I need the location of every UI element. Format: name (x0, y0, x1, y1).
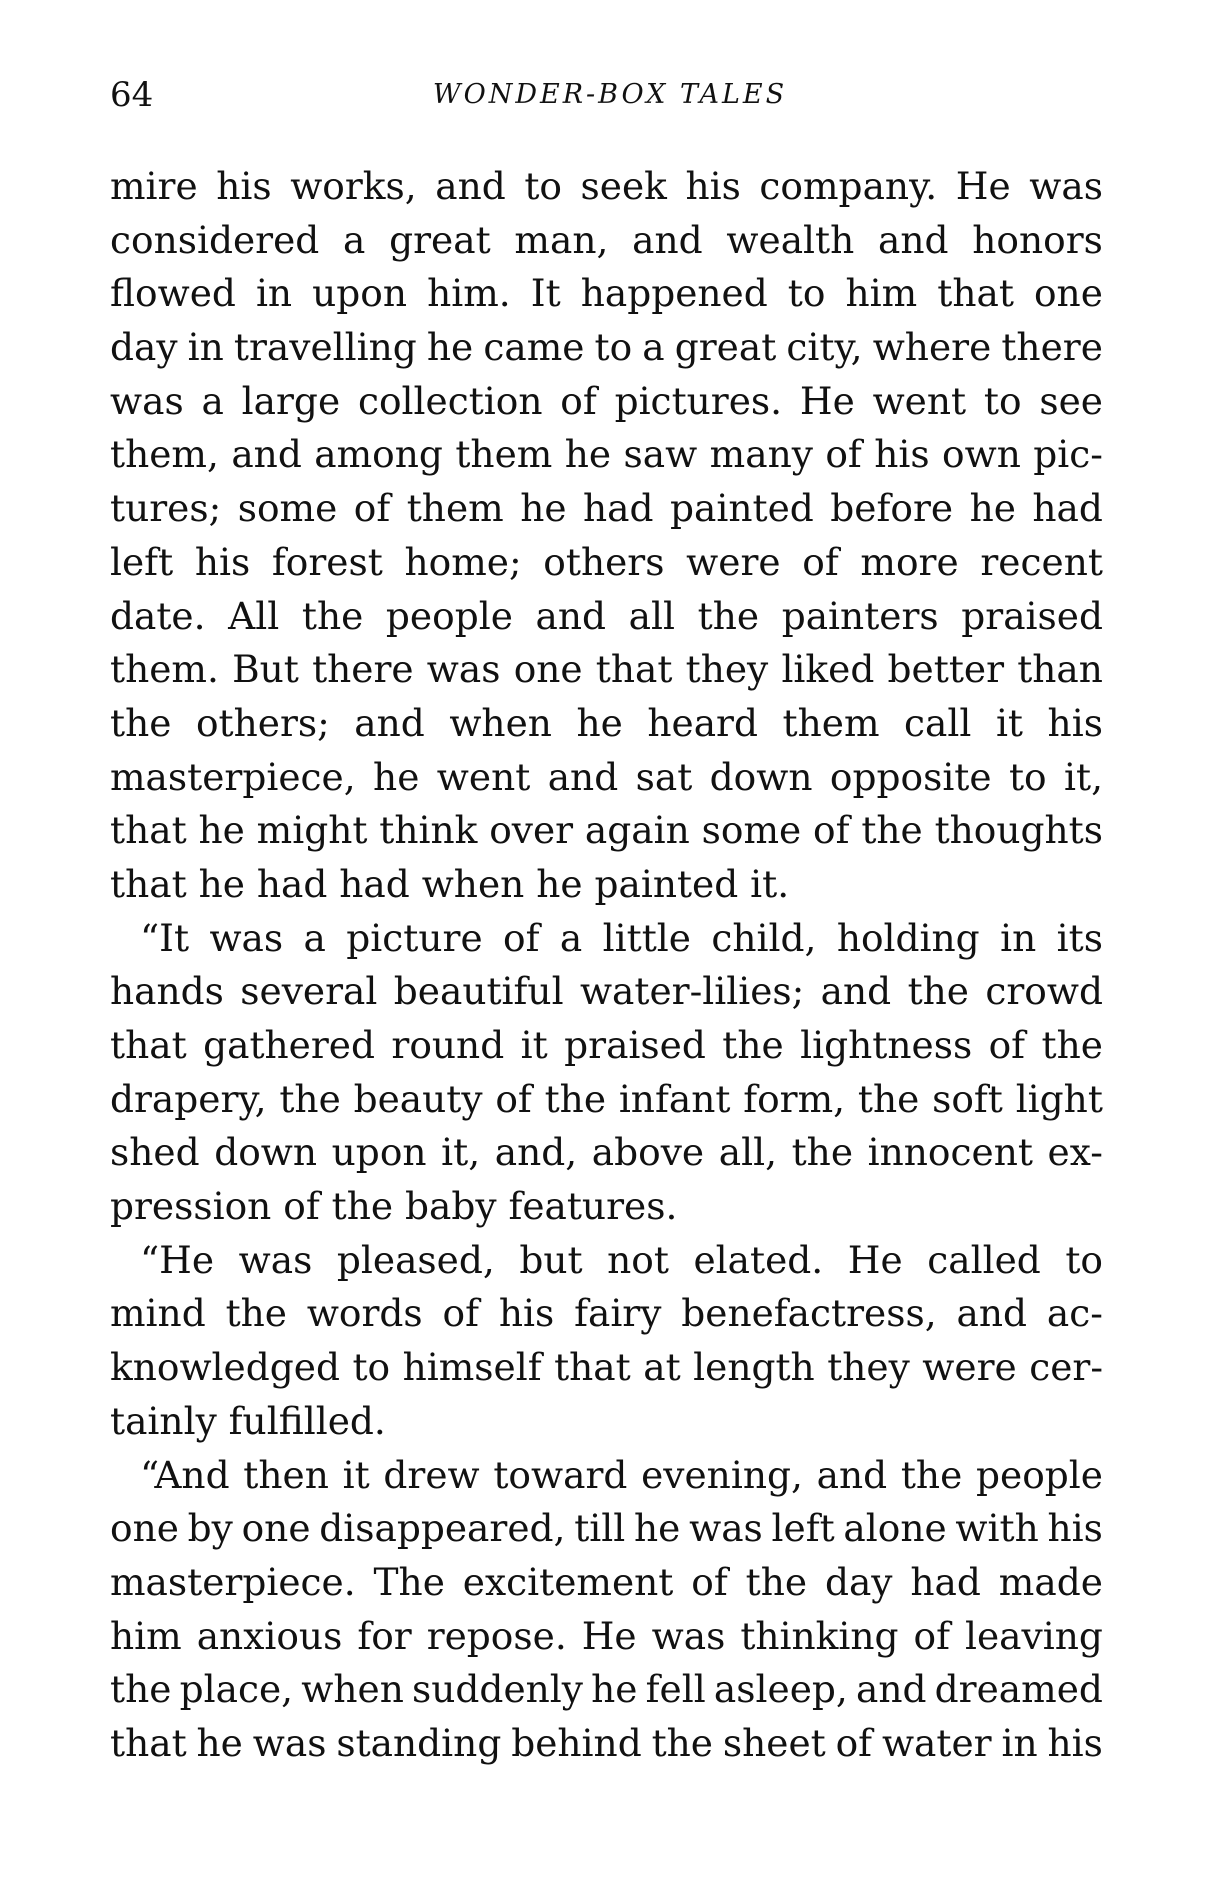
text-line: “It was a picture of a little child, holding in its (140, 915, 1103, 960)
text-line: that gathered round it praised the lightness of the (110, 1023, 1103, 1067)
text-line: them. But there was one that they liked better than (110, 647, 1103, 692)
text-line: the place, when suddenly he fell asleep, and dreamed (110, 1667, 1103, 1712)
text-line: him anxious for repose. He was thinking of leaving (110, 1613, 1103, 1658)
text-line: drapery, the beauty of the infant form, the soft light (110, 1076, 1103, 1121)
text-line: mind the words of his fairy benefactress, and ac- (110, 1291, 1103, 1336)
text-line: considered a great man, and wealth and honors (110, 217, 1103, 262)
text-line: that he might think over again some of the thoughts (110, 808, 1103, 853)
text-line: the others; and when he heard them call it his (110, 700, 1103, 745)
running-title: WONDER-BOX TALES (432, 79, 788, 110)
text-line: hands several beautiful water-lilies; and the crowd (110, 969, 1103, 1014)
text-line: left his forest home; others were of more recent (110, 539, 1103, 584)
text-line: tures; some of them he had painted before he had (110, 486, 1103, 531)
page-header (110, 70, 1110, 120)
text-line: shed down upon it, and, above all, the innocent ex- (110, 1130, 1103, 1175)
page-number: 64 (110, 75, 154, 115)
text-line: pression of the baby features. (110, 1184, 678, 1229)
text-line: tainly fulfilled. (110, 1398, 386, 1443)
text-line: them, and among them he saw many of his own pic- (110, 432, 1103, 477)
text-line: that he was standing behind the sheet of water in his (110, 1720, 1103, 1765)
text-line: one by one disappeared, till he was left alone with his (110, 1506, 1103, 1551)
text-line: day in travelling he came to a great city, where there (110, 325, 1103, 370)
text-line: “He was pleased, but not elated. He called to (140, 1237, 1103, 1282)
body-text (110, 160, 1103, 1771)
text-line: masterpiece, he went and sat down opposite to it, (110, 754, 1103, 799)
text-line: mire his works, and to seek his company. He was (110, 164, 1103, 208)
text-line: flowed in upon him. It happened to him that one (110, 271, 1103, 316)
text-line: was a large collection of pictures. He went to see (110, 378, 1103, 423)
text-line: date. All the people and all the painters praised (110, 593, 1103, 638)
text-line: knowledged to himself that at length they were cer- (110, 1345, 1103, 1390)
text-line: that he had had when he painted it. (110, 861, 790, 906)
text-line: masterpiece. The excitement of the day had made (110, 1559, 1103, 1604)
text-line: “And then it drew toward evening, and the people (140, 1452, 1103, 1497)
